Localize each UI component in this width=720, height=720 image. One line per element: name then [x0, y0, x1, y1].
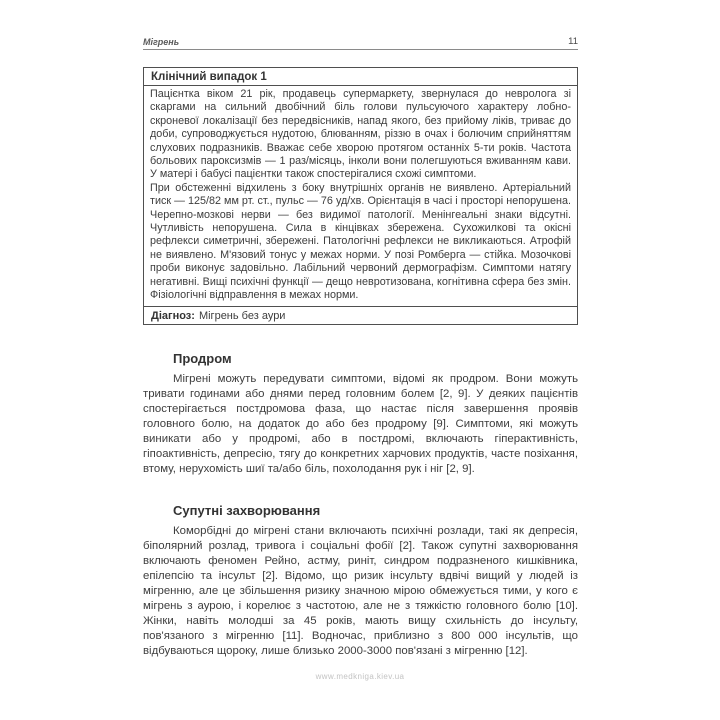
clinical-case-box — [143, 67, 578, 325]
running-header — [143, 36, 578, 50]
footer-url: www.medkniga.kiev.ua — [315, 672, 405, 681]
case-paragraph-examination: При обстеженні відхилень з боку внутрішніх органів не виявлено. Артеріальний тиск — 125/82 мм рт. ст., пульс — 76 уд/хв. Орієнтація в часі і просторі непорушена. Черепно-мозкові нерви — без видимої патології. Менінгеальні знаки відсутні. Чутливість непорушена. Сила в кінцівках збережена. Сухожилкові та окісні рефлекси симетричні, збережені. Патологічні рефлекси не викликаються. Атрофій не виявлено. М'язовий тонус у межах норми. У позі Ромберга — стійка. Мозочкові проби виконує задовільно. Лабільний червоний дермографізм. Симптоми натягу негативні. Вищі психічні функції — дещо невротизована, когнітивна сфера без змін. Фізіологічні відправлення в межах норми. — [150, 181, 571, 302]
diagnosis-label: Діагноз: — [151, 309, 195, 322]
clinical-case-title: Клінічний випадок 1 — [144, 68, 577, 86]
section-paragraph-prodrome: Мігрені можуть передувати симптоми, відомі як продром. Вони можуть тривати годинами або днями перед головним болем [2, 9]. У деяких пацієнтів спостерігається постдромова фаза, що настає після завершення проявів головного болю, на додаток до або без продрому [9]. Симптоми, які можуть виникати або у продромі, або в постдромі, включають гіперактивність, гіпоактивність, депресію, тягу до конкретних харчових продуктів, часте позіхання, втому, нерухомість шиї та/або біль, похолодання рук і ніг [2, 9]. — [143, 372, 578, 475]
section-comorbidities — [143, 503, 578, 659]
section-paragraph-comorbidities: Коморбідні до мігрені стани включають психічні розлади, такі як депресія, біполярний розлад, тривога і соціальні фобії [2]. Також супутні захворювання включають феномен Рейно, астму, риніт, синдром подразненого кишківника, епілепсію та інсульт [2]. Відомо, що ризик інсульту вдвічі вищий у людей із мігренню, але це збільшення ризику значною мірою обмежується тими, у кого є мігрень з аурою, і корелює з частотою, але не з тяжкістю головного болю [10]. Жінки, навіть молодші за 45 років, мають вищу схильність до інсульту, пов'язаного з мігренню [11]. Водночас, приблизно з 800 000 інсультів, що відбуваються щороку, лише близько 2000-3000 пов'язані з мігренню [12]. — [143, 524, 578, 657]
clinical-case-body — [144, 86, 577, 306]
diagnosis-value: Мігрень без аури — [198, 309, 286, 322]
page-content — [143, 36, 578, 659]
case-paragraph-anamnesis: Пацієнтка віком 21 рік, продавець супермаркету, звернулася до невролога зі скаргами на сильний двобічний біль голови пульсуючого характеру лобно-скроневої локалізації без передвісників, напад якого, без прийому ліків, триває до доби, супроводжується нудотою, блюванням, різзю в очах і болючим сприйняттям слухових подразників. Вважає себе хворою протягом останніх 5-ти років. Частота больових пароксизмів — 1 раз/місяць, інколи вони полегшуються вживанням кави. У матері і бабусі пацієнтки також спостерігалися схожі симптоми. — [150, 88, 571, 181]
running-title: Мігрень — [143, 37, 180, 47]
section-heading-prodrome: Продром — [173, 350, 232, 366]
page-number: 11 — [568, 36, 578, 47]
section-heading-comorbidities: Супутні захворювання — [173, 502, 321, 518]
section-prodrome — [143, 351, 578, 477]
diagnosis-row — [144, 306, 577, 324]
